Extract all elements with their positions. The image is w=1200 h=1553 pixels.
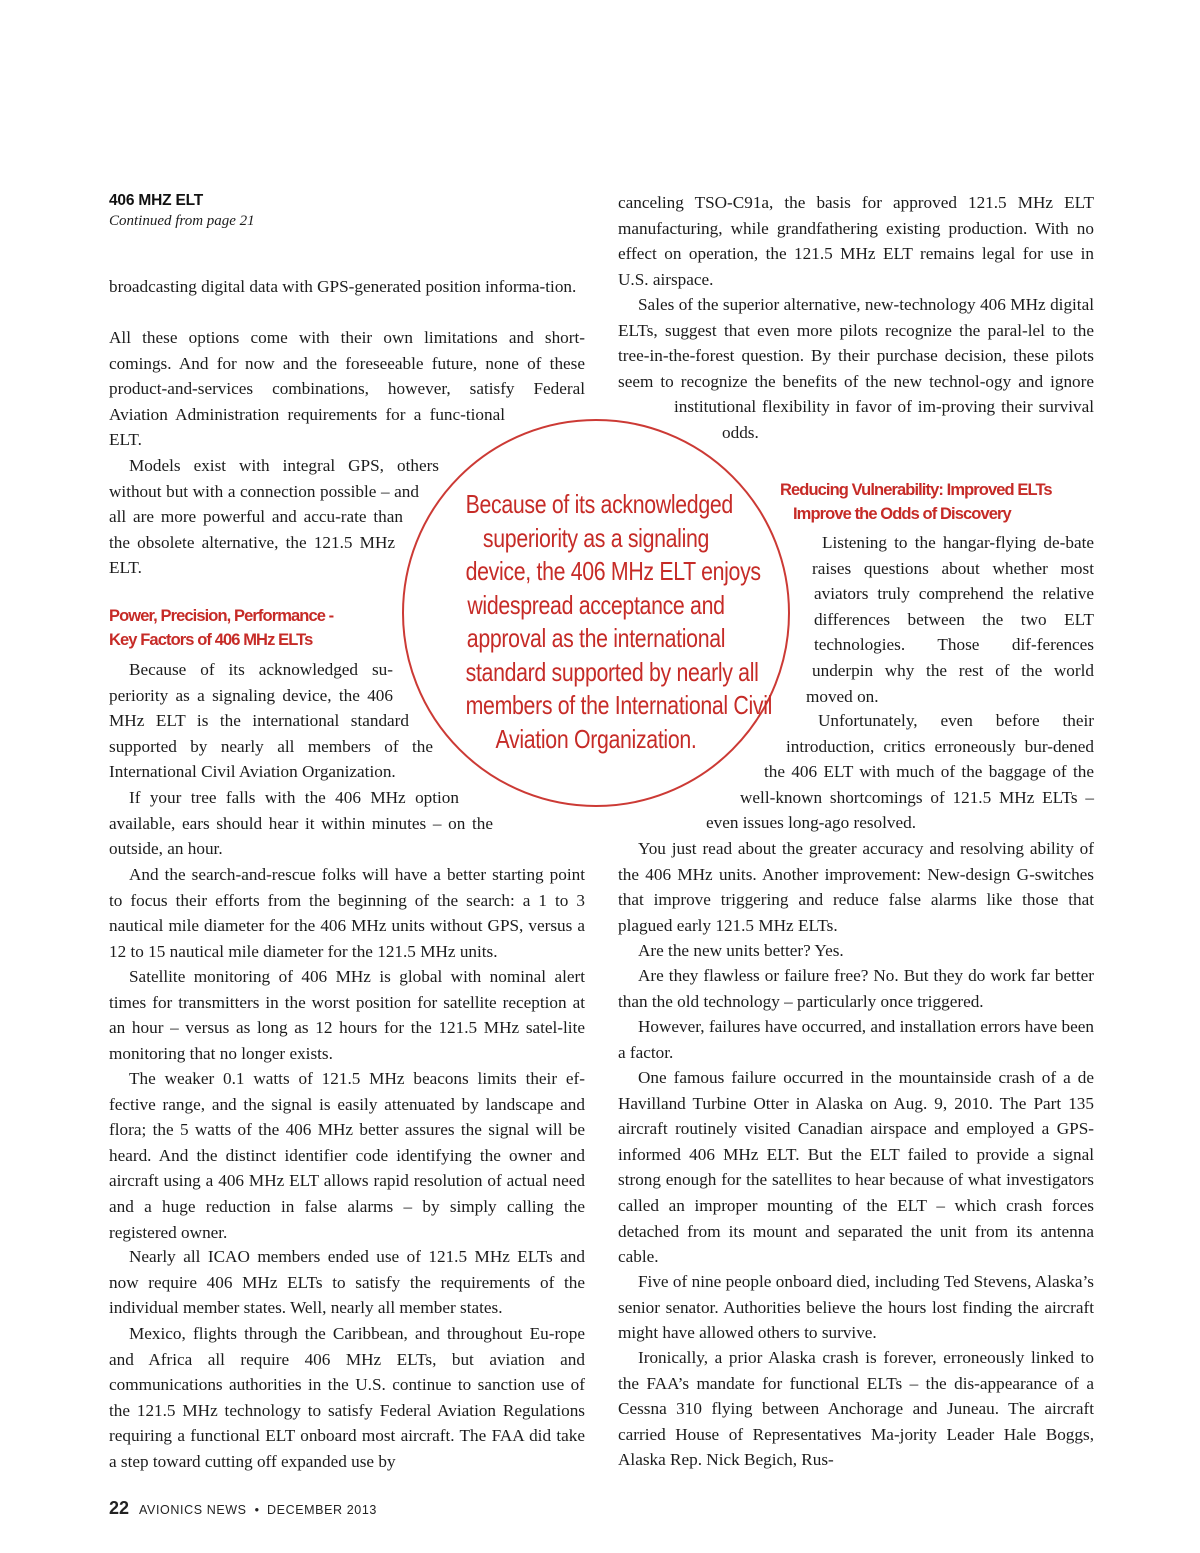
continued-from-note: Continued from page 21 <box>109 213 255 229</box>
left-paragraph-10: Mexico, flights through the Caribbean, and throughout Eu-rope and Africa all require 406 MHz ELTs, but aviation and communications authorities in the U.S. continue to sanction use of the 121.5 MHz technology to satisfy Federal Aviation Regulations requiring a functional ELT onboard most aircraft. The FAA did take a step toward cutting off expanded use by <box>109 1324 585 1471</box>
page-footer <box>109 1498 377 1519</box>
right-subhead-line-2: Improve the Odds of Discovery <box>793 505 1011 523</box>
pull-quote-line: standard supported by nearly all <box>465 656 759 687</box>
pull-quote-text <box>465 488 773 756</box>
right-paragraph-2 <box>618 292 1094 446</box>
right-paragraph-9: One famous failure occurred in the mountainside crash of a de Havilland Turbine Otter in Alaska on Aug. 9, 2010. The Part 135 aircraft routinely visited Canadian airspace and employed a GPS-informed 406 MHz ELT. But the ELT failed to provide a signal strong enough for the satellites to hear because of what investigators called an improper mounting of the ELT – which crash forces detached from its mount and separated the unit from its antenna cable. <box>618 1068 1094 1267</box>
right-paragraph-3-text: Listening to the hangar-flying de-bate raises questions about whether most aviators truly comprehend the relative differences between the two ELT technologies. Those dif-ferences underpin why the rest of the world moved on. <box>806 533 1094 706</box>
left-paragraph-2-text: All these options come with their own limitations and short-comings. And for now and the foreseeable future, none of these product-and-services combinations, however, satisfy Federal Aviation Administration requirements for a func-tional ELT. <box>109 328 585 450</box>
issue-date: DECEMBER 2013 <box>267 1503 377 1517</box>
right-paragraph-8: However, failures have occurred, and installation errors have been a factor. <box>618 1017 1094 1062</box>
right-subhead-line-1: Reducing Vulnerability: Improved ELTs <box>780 481 1052 499</box>
right-paragraph-11: Ironically, a prior Alaska crash is forever, erroneously linked to the FAA’s mandate for functional ELTs – the dis-appearance of a Cessna 310 flying between Anchorage and Juneau. The aircraft carried House of Representatives Ma-jority Leader Hale Boggs, Alaska Rep. Nick Begich, Rus- <box>618 1348 1094 1470</box>
left-paragraph-5-text: If your tree falls with the 406 MHz option available, ears should hear it within minutes – on the outside, an hour. <box>109 788 493 859</box>
pull-quote-line: approval as the international <box>466 623 726 653</box>
left-subhead-line-1: Power, Precision, Performance - <box>109 607 334 625</box>
publication-name: AVIONICS NEWS <box>139 1503 247 1517</box>
right-paragraph-7: Are they flawless or failure free? No. But they do work far better than the old technology – particularly once triggered. <box>618 966 1094 1011</box>
right-paragraph-6: Are the new units better? Yes. <box>638 941 844 960</box>
right-paragraph-10: Five of nine people onboard died, including Ted Stevens, Alaska’s senior senator. Authorities believe the hours lost finding the aircraft might have allowed others to survive. <box>618 1272 1094 1343</box>
left-paragraph-1: broadcasting digital data with GPS-generated position informa-tion. <box>109 277 577 296</box>
left-subhead <box>109 604 333 652</box>
left-paragraph-3-text: Models exist with integral GPS, others without but with a connection possible – and all are more powerful and accu-rate than the obsolete alternative, the 121.5 MHz ELT. <box>109 456 439 578</box>
left-paragraph-4-text: Because of its acknowledged su-periority as a signaling device, the 406 MHz ELT is the international standard supported by nearly all members of the International Civil Aviation Organization. <box>109 660 433 782</box>
right-paragraph-5: You just read about the greater accuracy and resolving ability of the 406 MHz units. Another improvement: New-design G-switches that improve triggering and reduce false alarms like those that plagued early 121.5 MHz ELTs. <box>618 839 1094 935</box>
right-paragraph-4-text: Unfortunately, even before their introduction, critics erroneously bur-dened the 406 ELT with much of the baggage of the well-known shortcomings of 121.5 MHz ELTs – even issues long-ago resolved. <box>706 711 1094 833</box>
pull-quote-line: Because of its acknowledged <box>465 489 733 519</box>
section-kicker: 406 MHZ ELT <box>109 192 203 209</box>
left-paragraph-5 <box>109 785 585 862</box>
pull-quote-line: superiority as a signaling <box>482 522 710 553</box>
right-paragraph-2-text: Sales of the superior alternative, new-technology 406 MHz digital ELTs, suggest that even more pilots recognize the paral-lel to the tree-in-the-forest question. By their purchase decision, these pilots seem to recognize the benefits of the new technol-ogy and ignore institutional flexibility in favor of im-proving their survival odds. <box>618 295 1094 442</box>
left-subhead-line-2: Key Factors of 406 MHz ELTs <box>109 631 313 649</box>
pull-quote-line: members of the International Civil <box>465 690 773 720</box>
footer-separator: • <box>254 1503 260 1517</box>
right-paragraph-1: canceling TSO-C91a, the basis for approved 121.5 MHz ELT manufacturing, while grandfathering existing production. With no effect on operation, the 121.5 MHz ELT remains legal for use in U.S. airspace. <box>618 193 1094 289</box>
right-subhead <box>780 478 1052 526</box>
pull-quote-line: device, the 406 MHz ELT enjoys <box>465 556 761 586</box>
left-paragraph-2 <box>109 325 585 453</box>
left-paragraph-8: The weaker 0.1 watts of 121.5 MHz beacons limits their ef-fective range, and the signal is easily attenuated by landscape and flora; the 5 watts of the 406 MHz better assures the signal will be heard. And the distinct identifier code identifying the owner and aircraft using a 406 MHz ELT allows rapid resolution of actual need and a huge reduction in false alarms – by simply calling the registered owner. <box>109 1069 585 1242</box>
left-paragraph-7: Satellite monitoring of 406 MHz is global with nominal alert times for transmitters in the worst position for satellite reception at an hour – versus as long as 12 hours for the 121.5 MHz satel-lite monitoring that no longer exists. <box>109 967 585 1063</box>
left-paragraph-6: And the search-and-rescue folks will have a better starting point to focus their efforts from the beginning of the search: a 1 to 3 nautical mile diameter for the 406 MHz units without GPS, versus a 12 to 15 nautical mile diameter for the 121.5 MHz units. <box>109 865 585 961</box>
pull-quote-line: Aviation Organization. <box>495 723 697 754</box>
page-number: 22 <box>109 1498 130 1518</box>
pull-quote-line: widespread acceptance and <box>467 589 725 620</box>
left-paragraph-9: Nearly all ICAO members ended use of 121.5 MHz ELTs and now require 406 MHz ELTs to satisfy the requirements of the individual member states. Well, nearly all member states. <box>109 1247 585 1318</box>
